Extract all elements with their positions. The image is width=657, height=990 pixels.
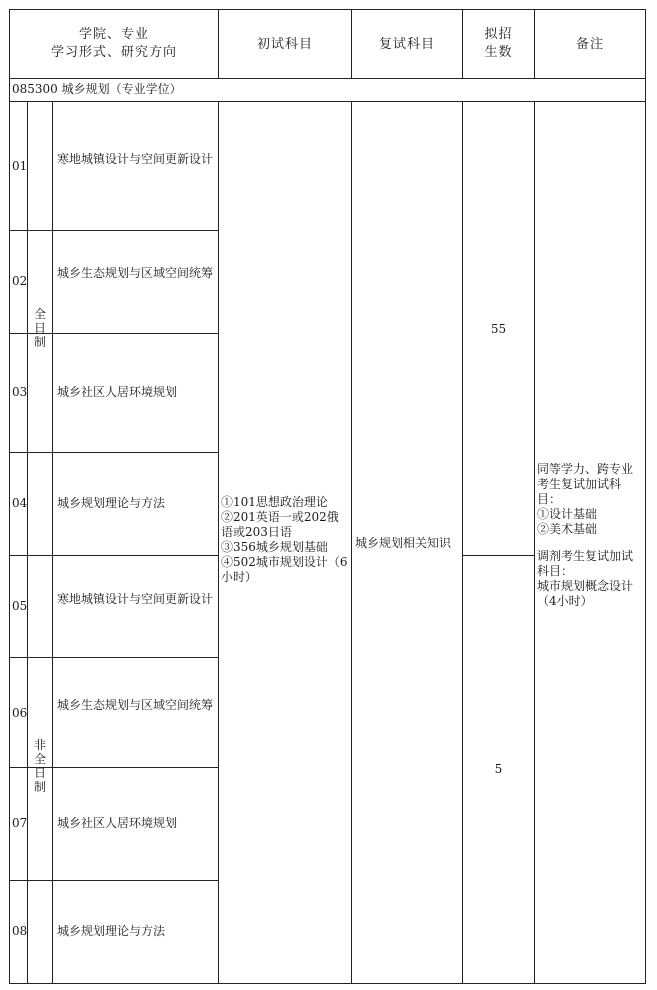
study-form-full-time: 全日制: [33, 307, 46, 349]
row-rule: [9, 230, 218, 231]
direction-name: 城乡规划理论与方法: [57, 496, 166, 510]
enrollment-part-time: 5: [494, 762, 503, 776]
remark-extra-1: 同等学力、跨专业考生复试加试科目：: [537, 462, 634, 506]
major-title: 085300 城乡规划（专业学位）: [12, 82, 182, 96]
header-col4-line1: 拟招: [484, 27, 513, 42]
direction-code: 01: [12, 159, 28, 173]
major-row-bottom-rule: [9, 101, 646, 102]
direction-name: 城乡生态规划与区域空间统筹: [57, 266, 214, 280]
border-left: [9, 9, 10, 984]
exam-subjects: [221, 495, 349, 585]
exam-subject: ③356城乡规划基础: [221, 540, 328, 554]
header-col2: 初试科目: [256, 37, 313, 52]
border-right: [645, 9, 646, 984]
form-col-rule: [52, 101, 53, 984]
remark-extra-1-a: ①设计基础: [537, 507, 598, 521]
exam-subject: ②201英语一或202俄语或203日语: [221, 510, 339, 539]
header-bottom-rule: [9, 78, 646, 79]
study-form-part-time: 非全日制: [33, 738, 46, 794]
row-rule: [9, 555, 218, 556]
direction-code: 02: [12, 274, 28, 288]
direction-code: 07: [12, 816, 28, 830]
row-rule: [9, 452, 218, 453]
direction-code: 03: [12, 385, 28, 399]
col-rule: [351, 101, 352, 984]
direction-name: 城乡生态规划与区域空间统筹: [57, 698, 214, 712]
direction-name: 城乡规划理论与方法: [57, 924, 166, 938]
header-col5: 备注: [575, 37, 604, 52]
enrollment-split-rule: [462, 555, 534, 556]
exam-subject: ①101思想政治理论: [221, 495, 328, 509]
header-col1: [10, 26, 218, 62]
border-top: [9, 9, 646, 10]
direction-name: 寒地城镇设计与空间更新设计: [57, 152, 214, 166]
col-rule: [218, 101, 219, 984]
remarks: [537, 462, 643, 609]
direction-code: 08: [12, 924, 28, 938]
direction-name: 寒地城镇设计与空间更新设计: [57, 592, 214, 606]
header-col1-line1: 学院、专业: [78, 27, 149, 42]
col-rule: [462, 101, 463, 984]
direction-code: 05: [12, 599, 28, 613]
remark-extra-2: 调剂考生复试加试科目：: [537, 549, 634, 578]
row-rule: [9, 657, 218, 658]
header-col3: 复试科目: [378, 37, 435, 52]
border-bottom: [9, 983, 646, 984]
direction-code: 04: [12, 496, 28, 510]
col-rule: [534, 101, 535, 984]
direction-code: 06: [12, 706, 28, 720]
retest-subject: 城乡规划相关知识: [355, 536, 452, 550]
direction-name: 城乡社区人居环境规划: [57, 385, 178, 399]
code-col-rule: [27, 101, 28, 984]
row-rule: [9, 880, 218, 881]
direction-name: 城乡社区人居环境规划: [57, 816, 178, 830]
enrollment-full-time: 55: [490, 322, 507, 336]
remark-extra-1-b: ②美术基础: [537, 522, 598, 536]
exam-subject: ④502城市规划设计（6小时）: [221, 555, 348, 584]
remark-extra-2-a: 城市规划概念设计（4小时）: [537, 579, 634, 608]
header-col1-line2: 学习形式、研究方向: [50, 45, 177, 60]
header-col4: [463, 26, 534, 62]
header-col4-line2: 生数: [484, 45, 513, 60]
